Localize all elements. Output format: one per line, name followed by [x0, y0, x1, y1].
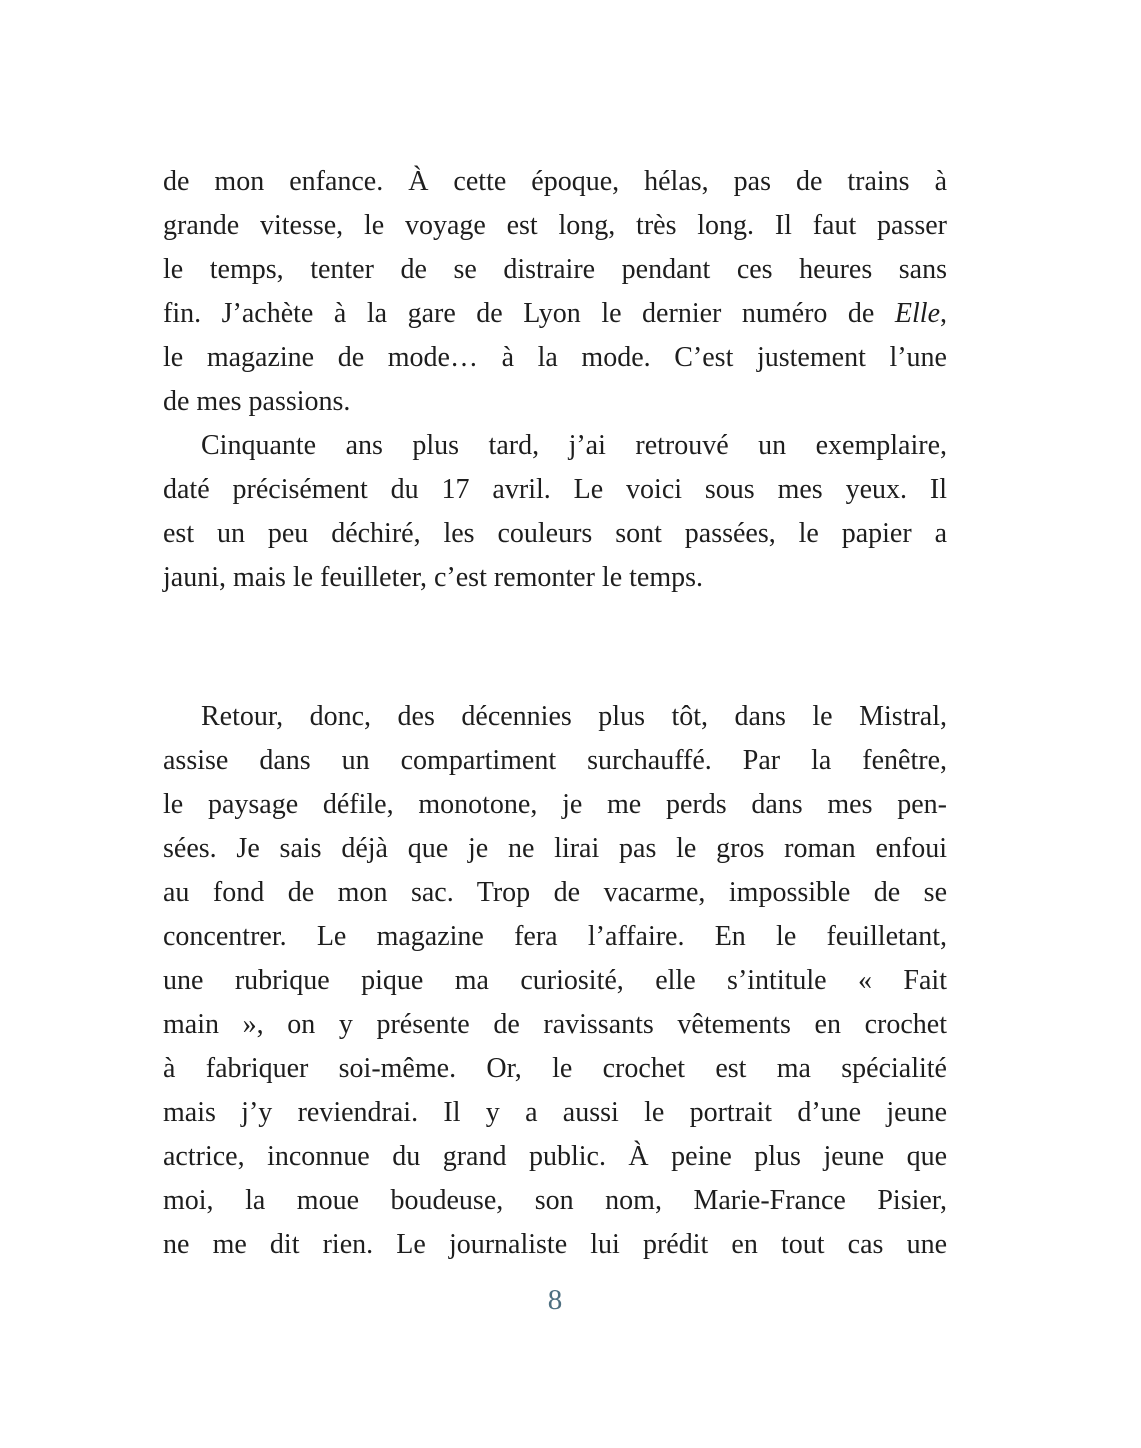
text-line [163, 827, 947, 871]
text-segment: , [940, 298, 947, 329]
text-segment: daté précisément du 17 avril. Le voici sous mes yeux. Il [163, 474, 947, 505]
text-segment: grande vitesse, le voyage est long, très long. Il faut passer [163, 210, 947, 241]
text-line [163, 695, 947, 739]
text-segment: une rubrique pique ma curiosité, elle s’intitule « Fait [163, 965, 947, 996]
text-segment: à fabriquer soi-même. Or, le crochet est ma spécialité [163, 1053, 947, 1084]
text-line [163, 1091, 947, 1135]
text-line [163, 1223, 947, 1267]
text-segment: de mon enfance. À cette époque, hélas, pas de trains à [163, 166, 947, 197]
text-segment: Retour, donc, des décennies plus tôt, dans le Mistral, [201, 701, 947, 732]
paragraph-1 [163, 160, 947, 424]
paragraph-2 [163, 424, 947, 600]
text-line [163, 871, 947, 915]
text-line [163, 468, 947, 512]
text-segment: le magazine de mode… à la mode. C’est justement l’une [163, 342, 947, 373]
paragraph-3 [163, 695, 947, 1267]
text-segment: Cinquante ans plus tard, j’ai retrouvé un exemplaire, [201, 430, 947, 461]
text-segment: actrice, inconnue du grand public. À peine plus jeune que [163, 1141, 947, 1172]
text-line [163, 556, 947, 600]
text-line [163, 336, 947, 380]
text-segment: au fond de mon sac. Trop de vacarme, impossible de se [163, 877, 947, 908]
text-segment: assise dans un compartiment surchauffé. Par la fenêtre, [163, 745, 947, 776]
text-line [163, 739, 947, 783]
text-segment: ne me dit rien. Le journaliste lui prédit en tout cas une [163, 1229, 947, 1260]
text-segment: de mes passions. [163, 386, 351, 417]
text-line [163, 1135, 947, 1179]
text-segment: main », on y présente de ravissants vêtements en crochet [163, 1009, 947, 1040]
text-segment: concentrer. Le magazine fera l’affaire. En le feuilletant, [163, 921, 947, 952]
page-number: 8 [547, 1284, 563, 1316]
text-segment: jauni, mais le feuilleter, c’est remonter le temps. [163, 562, 704, 593]
text-line [163, 959, 947, 1003]
text-line [163, 512, 947, 556]
text-line [163, 248, 947, 292]
text-line [163, 424, 947, 468]
text-segment: est un peu déchiré, les couleurs sont passées, le papier a [163, 518, 947, 549]
text-line [163, 915, 947, 959]
text-line [163, 160, 947, 204]
text-segment: sées. Je sais déjà que je ne lirai pas le gros roman enfoui [163, 833, 947, 864]
text-line [163, 1003, 947, 1047]
text-line [163, 1179, 947, 1223]
text-segment: le temps, tenter de se distraire pendant ces heures sans [163, 254, 947, 285]
text-block [163, 160, 947, 1267]
text-line [163, 292, 947, 336]
text-segment: fin. J’achète à la gare de Lyon le dernier numéro de [163, 298, 895, 329]
text-line [163, 204, 947, 248]
italic-text: Elle [894, 298, 940, 329]
text-segment: mais j’y reviendrai. Il y a aussi le portrait d’une jeune [163, 1097, 947, 1128]
text-segment: moi, la moue boudeuse, son nom, Marie-France Pisier, [163, 1185, 947, 1216]
text-line [163, 1047, 947, 1091]
text-line [163, 380, 947, 424]
text-line [163, 783, 947, 827]
text-segment: le paysage défile, monotone, je me perds dans mes pen- [163, 789, 947, 820]
